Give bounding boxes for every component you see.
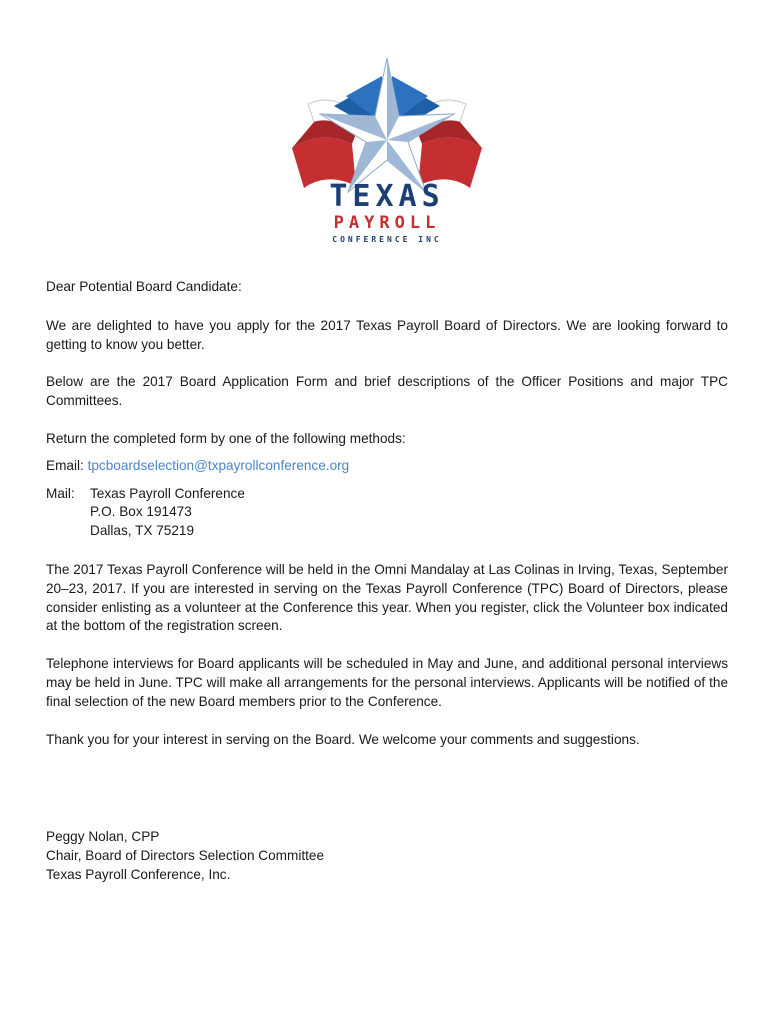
mail-label: Mail:	[46, 485, 75, 501]
letter-body	[46, 278, 728, 885]
logo-word-texas: TEXAS	[329, 179, 445, 214]
signer-title: Chair, Board of Directors Selection Committee	[46, 848, 325, 864]
mail-line-pobox: P.O. Box 191473	[90, 504, 192, 520]
texas-payroll-conference-logo	[286, 56, 488, 248]
signer-organization: Texas Payroll Conference, Inc.	[46, 866, 231, 882]
return-methods-intro: Return the completed form by one of the following methods:	[46, 430, 406, 446]
mail-address-block	[46, 485, 728, 541]
mail-line-city: Dallas, TX 75219	[90, 523, 195, 539]
mail-line-org: Texas Payroll Conference	[90, 485, 245, 501]
mail-address-lines	[90, 485, 245, 541]
email-link[interactable]: tpcboardselection@txpayrollconference.org	[87, 457, 350, 473]
paragraph-intro: We are delighted to have you apply for the 2017 Texas Payroll Board of Directors. We are looking forward to getting to know you better.	[46, 317, 728, 352]
salutation: Dear Potential Board Candidate:	[46, 279, 242, 294]
email-line	[46, 457, 728, 476]
paragraph-conference: The 2017 Texas Payroll Conference will be held in the Omni Mandalay at Las Colinas in Irving, Texas, September 20–23, 2017. If you are interested in serving on the Texas Payroll Conference (TPC) Board of Directors, please consider enlisting as a volunteer at the Conference this year. When you register, click the Volunteer box indicated at the bottom of the registration screen.	[46, 561, 728, 634]
paragraph-interviews: Telephone interviews for Board applicants will be scheduled in May and June, and additional personal interviews may be held in June. TPC will make all arrangements for the personal interviews. Applicants will be notified of the final selection of the new Board members prior to the Conference.	[46, 656, 728, 709]
email-label: Email:	[46, 457, 84, 473]
logo-word-conference: CONFERENCE INC	[332, 235, 442, 244]
signature-space	[46, 768, 728, 828]
logo-word-payroll: PAYROLL	[333, 213, 441, 233]
paragraph-thanks: Thank you for your interest in serving on the Board. We welcome your comments and suggestions.	[46, 731, 640, 747]
paragraph-forms: Below are the 2017 Board Application Form and brief descriptions of the Officer Positions and major TPC Committees.	[46, 374, 728, 409]
signer-name: Peggy Nolan, CPP	[46, 829, 160, 845]
signature-block	[46, 828, 728, 884]
